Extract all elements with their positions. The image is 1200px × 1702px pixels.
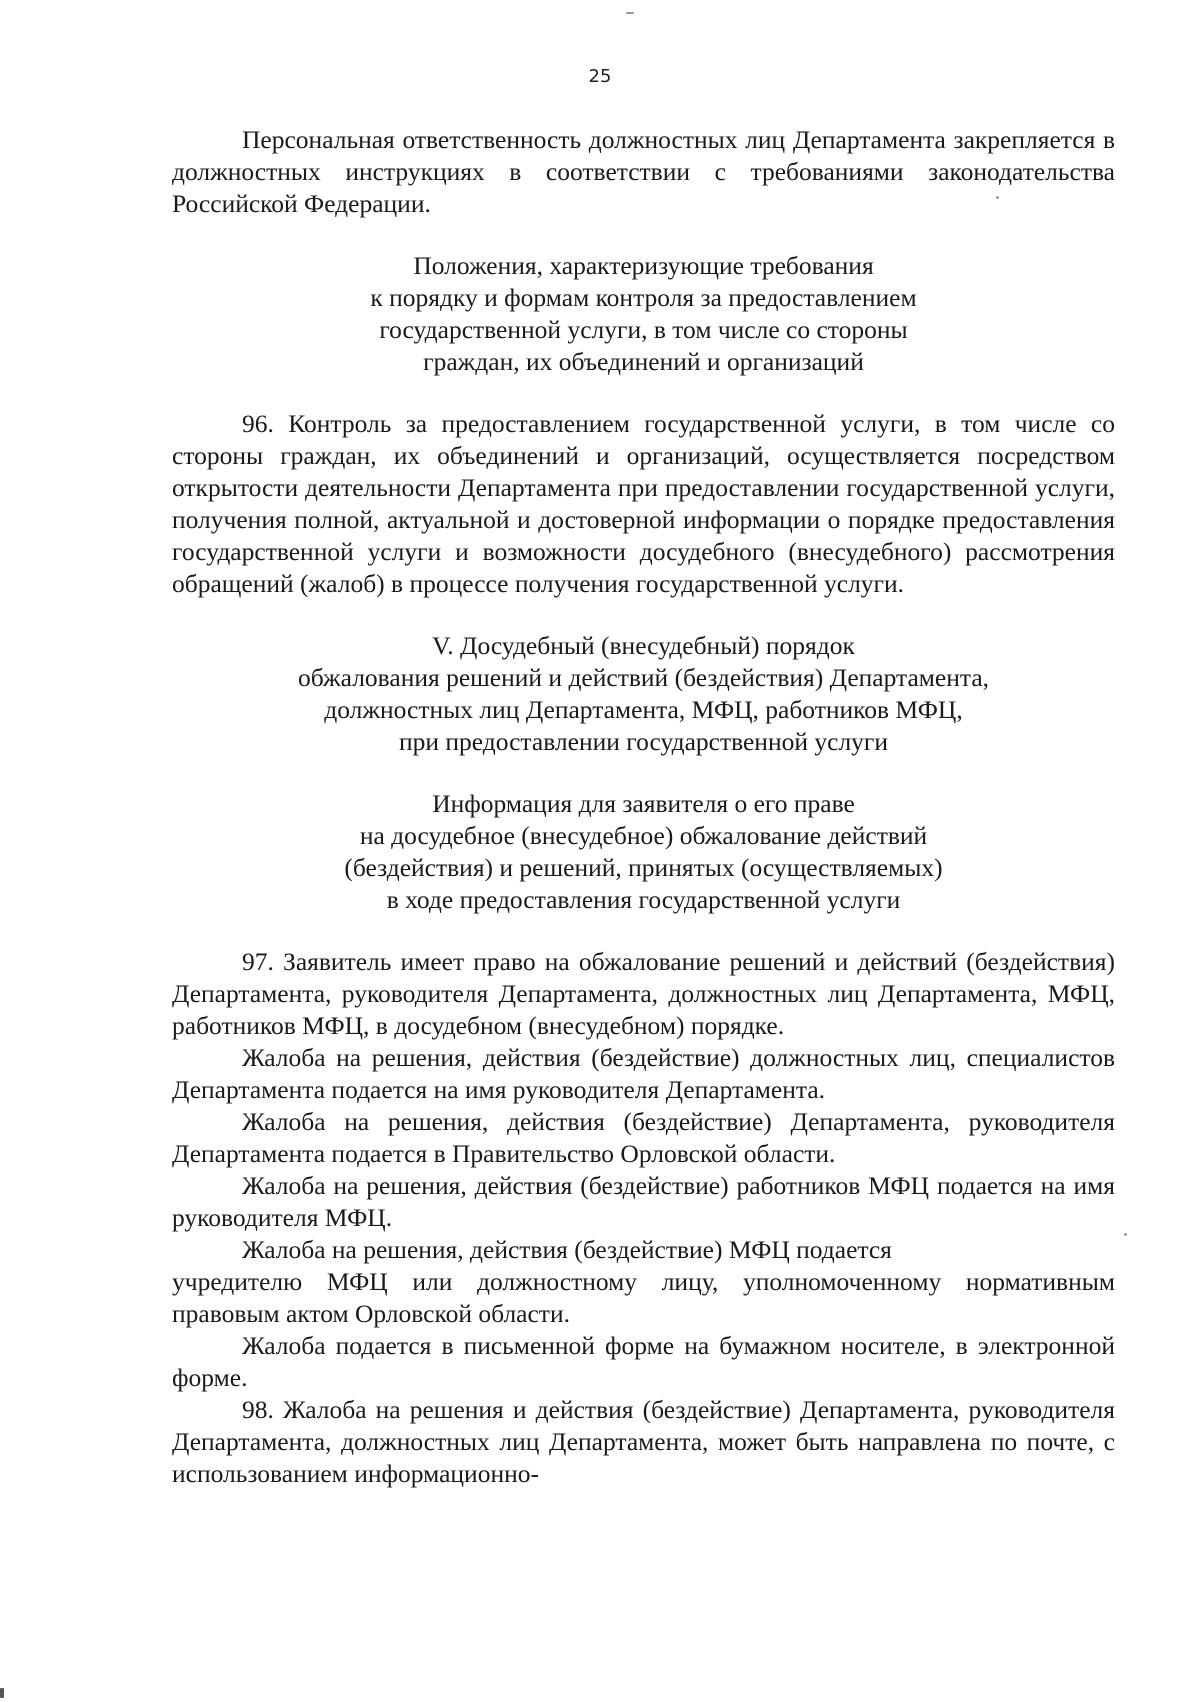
scan-speck <box>1124 1233 1127 1236</box>
paragraph-complaint-mfc-continued: учредителю МФЦ или должностному лицу, уполномоченному нормативным правовым актом Орловской области. <box>172 1267 1115 1328</box>
paragraph-97: 97. Заявитель имеет право на обжалование решений и действий (бездействия) Департамента, руководителя Департамента, должностных лиц Департамента, МФЦ, работников МФЦ, в досудебном (внесудебном) порядке. <box>172 947 1115 1040</box>
page-number: 25 <box>588 66 612 87</box>
scan-speck <box>626 12 634 14</box>
paragraph-98: 98. Жалоба на решения и действия (бездействие) Департамента, руководителя Департамента, должностных лиц Департамента, может быть направлена по почте, с использованием информационно- <box>172 1395 1115 1488</box>
scan-speck <box>996 196 999 199</box>
heading-applicant-information: Информация для заявителя о его праве на досудебное (внесудебное) обжалование действий (бездействия) и решений, принятых (осуществляемых) в ходе предоставления государственной услуги <box>344 789 943 914</box>
paragraph-personal-responsibility: Персональная ответственность должностных лиц Департамента закрепляется в должностных инструкциях в соответствии с требованиями законодательства Российской Федерации. <box>172 125 1115 218</box>
scan-speck <box>0 1688 4 1698</box>
paragraph-complaint-form: Жалоба подается в письменной форме на бумажном носителе, в электронной форме. <box>172 1331 1115 1392</box>
paragraph-complaint-officials: Жалоба на решения, действия (бездействие) должностных лиц, специалистов Департамента подается на имя руководителя Департамента. <box>172 1043 1115 1104</box>
paragraph-complaint-mfc-line1: Жалоба на решения, действия (бездействие) МФЦ подается <box>242 1235 892 1264</box>
paragraph-complaint-mfc-workers: Жалоба на решения, действия (бездействие) работников МФЦ подается на имя руководителя МФЦ. <box>172 1171 1115 1232</box>
paragraph-96: 96. Контроль за предоставлением государственной услуги, в том числе со стороны граждан, их объединений и организаций, осуществляется посредством открытости деятельности Департамента при предоставлении государственной услуги, получения полной, актуальной и достоверной информации о порядке предоставления государственной услуги и возможности досудебного (внесудебного) рассмотрения обращений (жалоб) в процессе получения государственной услуги. <box>172 409 1115 598</box>
paragraph-complaint-mfc <box>172 1234 1115 1266</box>
paragraph-complaint-department: Жалоба на решения, действия (бездействие) Департамента, руководителя Департамента подается в Правительство Орловской области. <box>172 1107 1115 1168</box>
heading-control-provisions: Положения, характеризующие требования к порядку и формам контроля за предоставлением государственной услуги, в том числе со стороны граждан, их объединений и организаций <box>370 251 917 376</box>
document-body <box>172 124 1115 1490</box>
heading-section-v: V. Досудебный (внесудебный) порядок обжалования решений и действий (бездействия) Департамента, должностных лиц Департамента, МФЦ, работников МФЦ, при предоставлении государственной услуги <box>297 631 990 756</box>
